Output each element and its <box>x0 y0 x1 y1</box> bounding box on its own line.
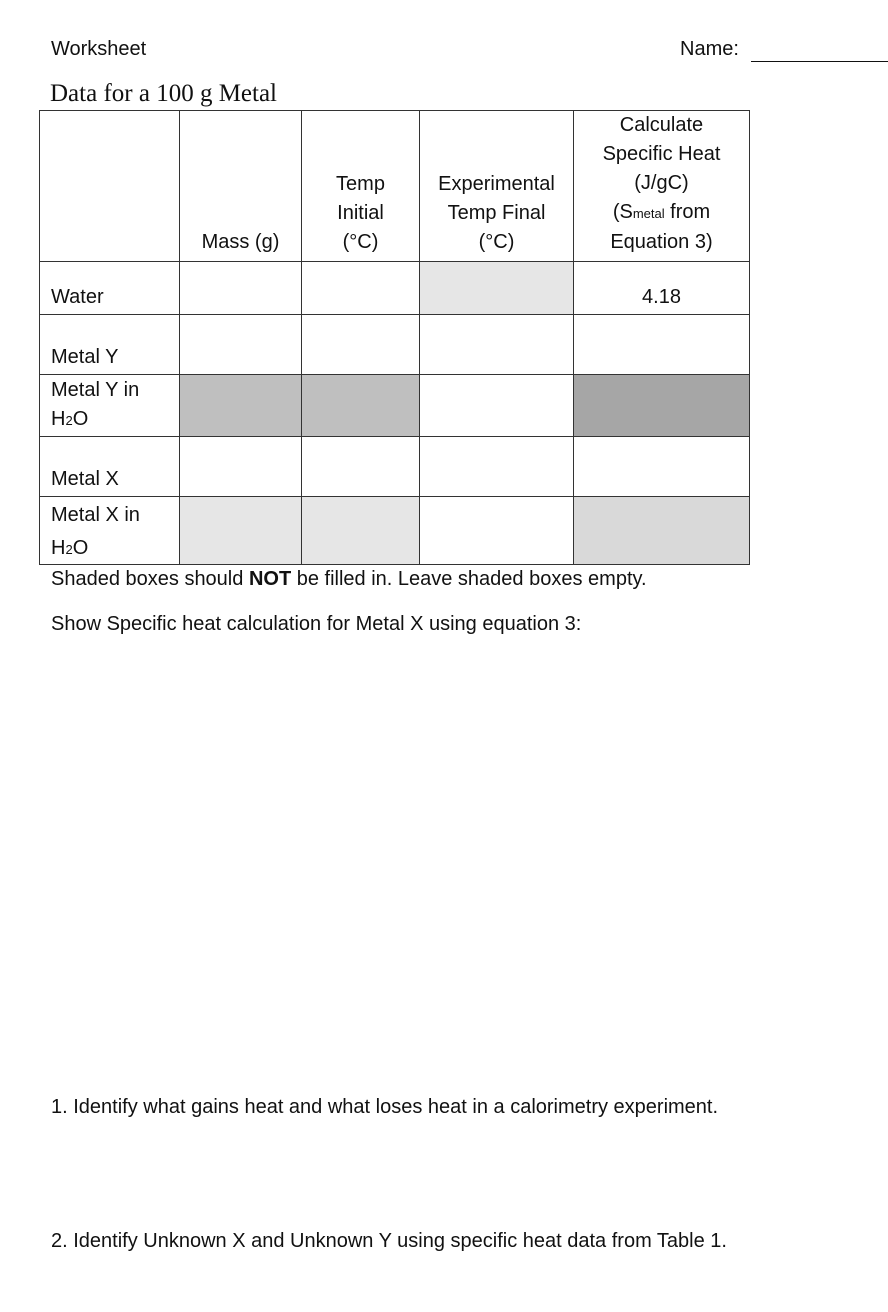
cell-metal-y-h2o-temp-final[interactable] <box>420 375 574 437</box>
table-row-metal-y <box>40 315 750 375</box>
table-subtitle: Data for a 100 g Metal <box>50 80 278 107</box>
question-1: 1. Identify what gains heat and what loses heat in a calorimetry experiment. <box>51 1096 719 1118</box>
row-label-metal-x: Metal X <box>40 437 180 497</box>
cell-water-specific-heat: 4.18 <box>574 262 750 315</box>
header-temp-final: Experimental Temp Final (°C) <box>420 111 574 262</box>
cell-metal-y-temp-final[interactable] <box>420 315 574 375</box>
cell-water-temp-final-shaded <box>420 262 574 315</box>
cell-metal-y-h2o-mass-shaded <box>180 375 302 437</box>
cell-metal-x-h2o-temp-final[interactable] <box>420 497 574 565</box>
cell-metal-x-specific-heat[interactable] <box>574 437 750 497</box>
cell-metal-x-mass[interactable] <box>180 437 302 497</box>
cell-metal-x-temp-final[interactable] <box>420 437 574 497</box>
table-header-row <box>40 111 750 262</box>
header-temp-initial: Temp Initial (°C) <box>302 111 420 262</box>
cell-water-mass[interactable] <box>180 262 302 315</box>
cell-metal-y-specific-heat[interactable] <box>574 315 750 375</box>
header-specific-heat: Calculate Specific Heat (J/gC) (Smetal from Equation 3) <box>574 111 750 262</box>
cell-water-temp-initial[interactable] <box>302 262 420 315</box>
table-row-metal-y-h2o <box>40 375 750 437</box>
data-table <box>39 110 750 565</box>
cell-metal-x-h2o-temp-initial-shaded <box>302 497 420 565</box>
table-row-metal-x <box>40 437 750 497</box>
table-row-metal-x-h2o <box>40 497 750 565</box>
cell-metal-x-h2o-specific-heat-shaded <box>574 497 750 565</box>
cell-metal-x-h2o-mass-shaded <box>180 497 302 565</box>
name-blank-line[interactable] <box>751 61 888 62</box>
row-label-metal-y: Metal Y <box>40 315 180 375</box>
name-label: Name: <box>680 38 739 60</box>
header-blank-cell <box>40 111 180 262</box>
worksheet-title: Worksheet <box>51 38 147 60</box>
table-row-water <box>40 262 750 315</box>
row-label-metal-y-h2o: Metal Y in H2O <box>40 375 180 437</box>
shaded-boxes-note: Shaded boxes should NOT be filled in. Leave shaded boxes empty. <box>51 568 647 590</box>
cell-metal-y-h2o-temp-initial-shaded <box>302 375 420 437</box>
cell-metal-y-temp-initial[interactable] <box>302 315 420 375</box>
row-label-water: Water <box>40 262 180 315</box>
cell-metal-y-h2o-specific-heat-shaded <box>574 375 750 437</box>
row-label-metal-x-h2o: Metal X in H2O <box>40 497 180 565</box>
question-2: 2. Identify Unknown X and Unknown Y using specific heat data from Table 1. <box>51 1230 727 1252</box>
header-mass: Mass (g) <box>180 111 302 262</box>
cell-metal-y-mass[interactable] <box>180 315 302 375</box>
cell-metal-x-temp-initial[interactable] <box>302 437 420 497</box>
show-calculation-instruction: Show Specific heat calculation for Metal X using equation 3: <box>51 613 582 635</box>
